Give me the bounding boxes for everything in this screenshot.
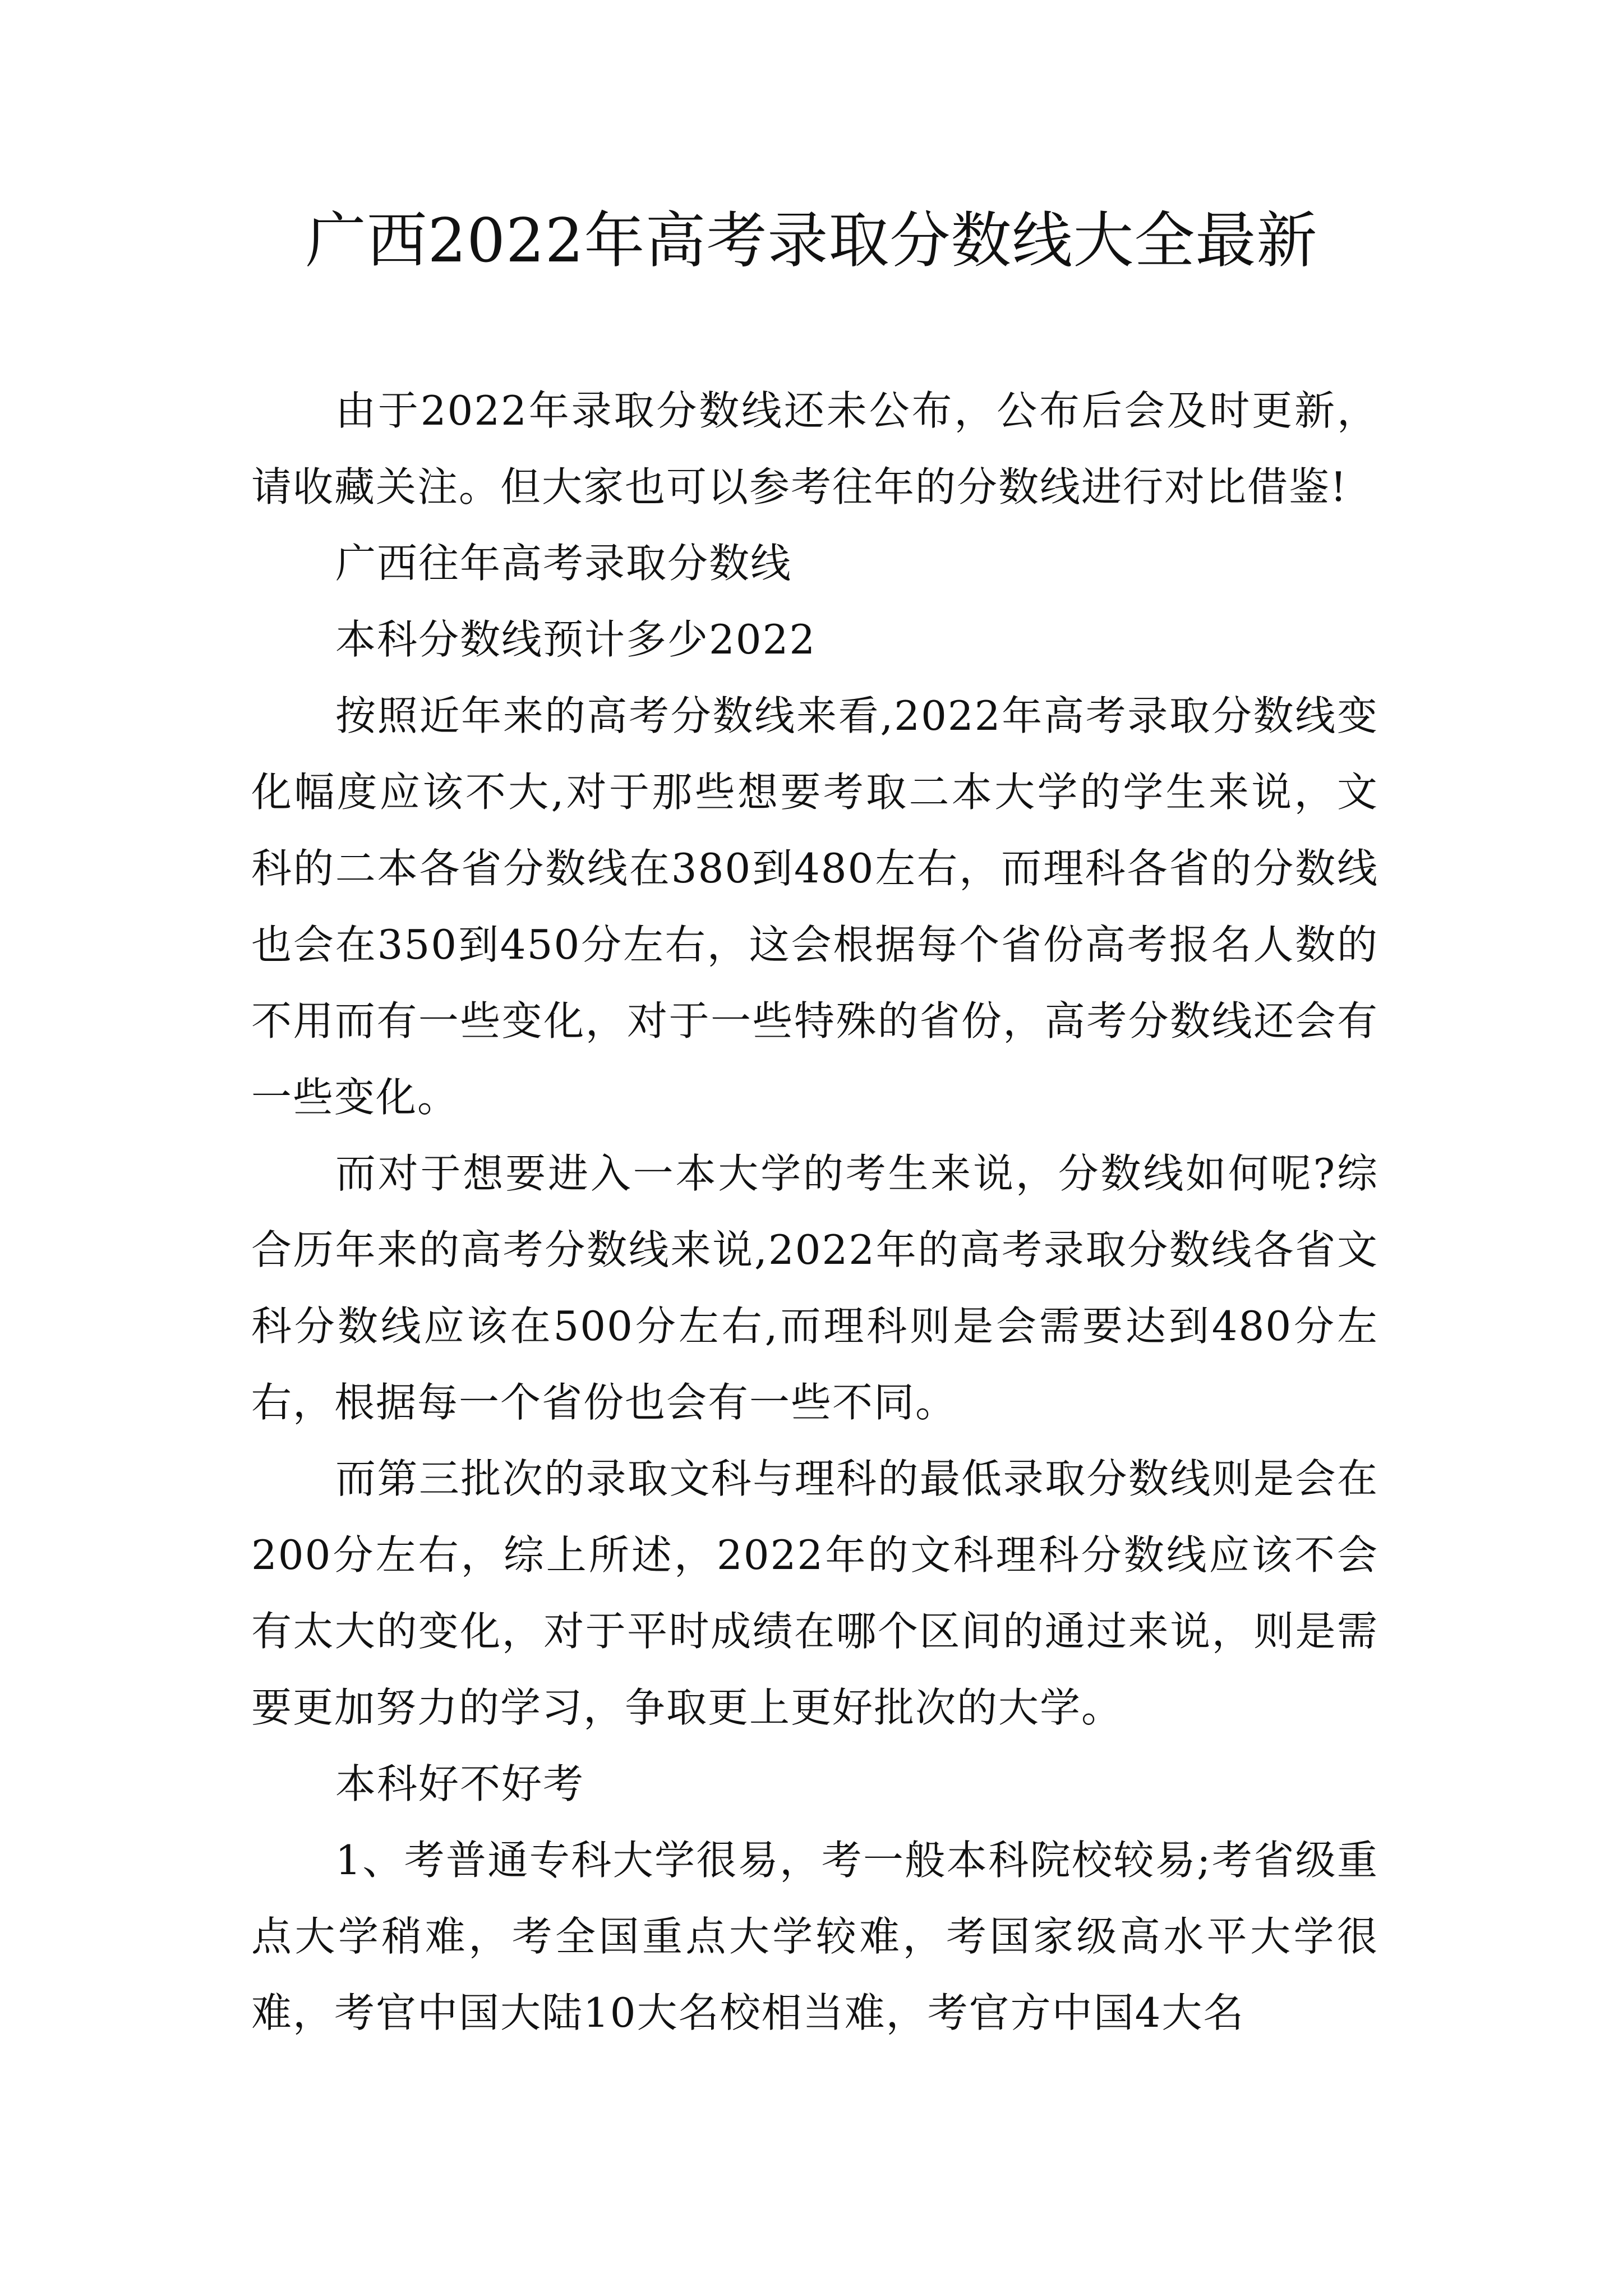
paragraph: 而第三批次的录取文科与理科的最低录取分数线则是会在200分左右，综上所述，2022年的文科理科分数线应该不会有太大的变化，对于平时成绩在哪个区间的通过来说，则是需要更加努力的学习，争取更上更好批次的大学。 [251, 1455, 1378, 1731]
paragraph: 而对于想要进入一本大学的考生来说，分数线如何呢?综合历年来的高考分数线来说,2022年的高考录取分数线各省文科分数线应该在500分左右,而理科则是会需要达到480分左右，根据每一个省份也会有一些不同。 [251, 1150, 1378, 1426]
paragraph: 由于2022年录取分数线还未公布，公布后会及时更新，请收藏关注。但大家也可以参考往年的分数线进行对比借鉴! [251, 387, 1378, 510]
paragraph: 1、考普通专科大学很易，考一般本科院校较易;考省级重点大学稍难，考全国重点大学较难，考国家级高水平大学很难，考官中国大陆10大名校相当难，考官方中国4大名 [251, 1837, 1378, 2036]
section-heading: 广西往年高考录取分数线 [335, 540, 792, 587]
section-heading: 本科好不好考 [335, 1760, 585, 1807]
paragraph: 按照近年来的高考分数线来看,2022年高考录取分数线变化幅度应该不大,对于那些想要考取二本大学的学生来说，文科的二本各省分数线在380到480左右，而理科各省的分数线也会在350到450分左右，这会根据每个省份高考报名人数的不用而有一些变化，对于一些特殊的省份，高考分数线还会有一些变化。 [251, 692, 1378, 1121]
document-title: 广西2022年高考录取分数线大全最新 [305, 206, 1318, 276]
section-heading: 本科分数线预计多少2022 [335, 616, 817, 663]
document-body [251, 372, 1378, 2051]
